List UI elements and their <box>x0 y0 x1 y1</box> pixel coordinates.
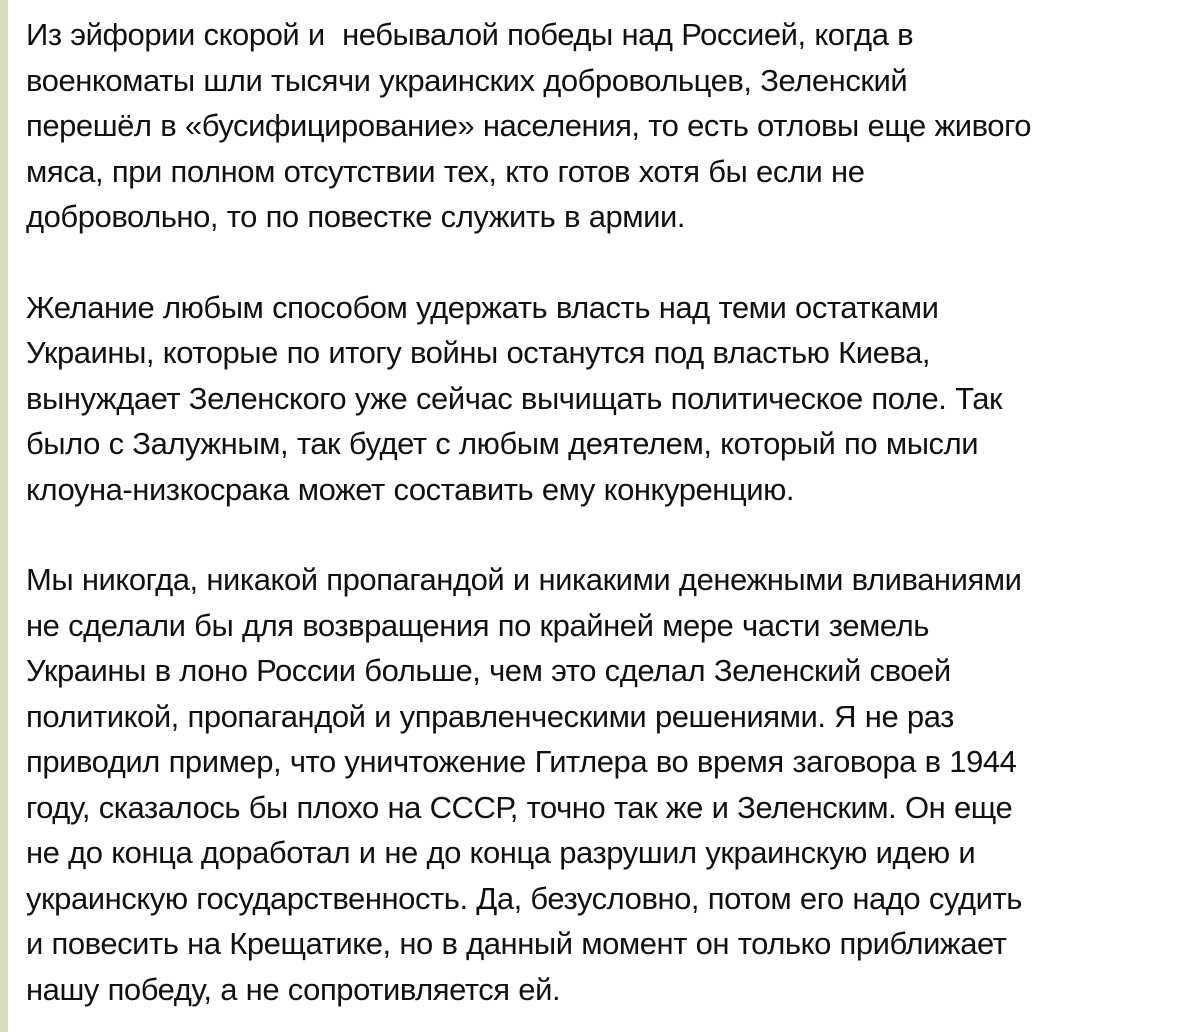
message-line: году, сказалось бы плохо на СССР, точно так же и Зеленским. Он еще <box>26 789 1013 825</box>
message-line: перешёл в «бусифицирование» населения, то есть отловы еще живого <box>26 108 1032 143</box>
message-line: Желание любым способом удержать власть над теми остатками <box>26 289 939 325</box>
message-paragraph-3 <box>26 557 1197 1012</box>
message-line: не сделали бы для возвращения по крайней мере части земель <box>26 607 929 643</box>
message-paragraph-1 <box>26 12 1197 240</box>
message-bubble[interactable] <box>8 0 1197 1032</box>
message-paragraph-2 <box>26 285 1197 513</box>
message-line: Мы никогда, никакой пропагандой и никакими денежными вливаниями <box>26 562 1022 597</box>
message-line: политикой, пропагандой и управленческими решениями. Я не раз <box>26 698 954 734</box>
message-line: и повесить на Крещатике, но в данный момент он только приближает <box>26 926 1007 961</box>
message-line: не до конца доработал и не до конца разрушил украинскую идею и <box>26 835 976 870</box>
message-line: украинскую государственность. Да, безусловно, потом его надо судить <box>26 880 1022 916</box>
message-line: Из эйфории скорой и небывалой победы над Россией, когда в <box>26 17 914 52</box>
message-line: мяса, при полном отсутствии тех, кто готов хотя бы если не <box>26 153 865 189</box>
message-line: Украины в лоно России больше, чем это сделал Зеленский своей <box>26 653 951 688</box>
message-line: вынуждает Зеленского уже сейчас вычищать политическое поле. Так <box>26 380 1003 416</box>
message-line: Украины, которые по итогу войны останутся под властью Киева, <box>26 335 931 370</box>
message-line: военкоматы шли тысячи украинских добровольцев, Зеленский <box>26 62 908 98</box>
message-line: добровольно, то по повестке служить в армии. <box>26 199 686 234</box>
message-line: нашу победу, а не сопротивляется ей. <box>26 971 561 1007</box>
message-line: клоуна-низкосрака может составить ему конкуренцию. <box>26 471 795 507</box>
message-line: приводил пример, что уничтожение Гитлера во время заговора в 1944 <box>26 744 1017 779</box>
message-line: было с Залужным, так будет с любым деятелем, который по мысли <box>26 426 979 461</box>
